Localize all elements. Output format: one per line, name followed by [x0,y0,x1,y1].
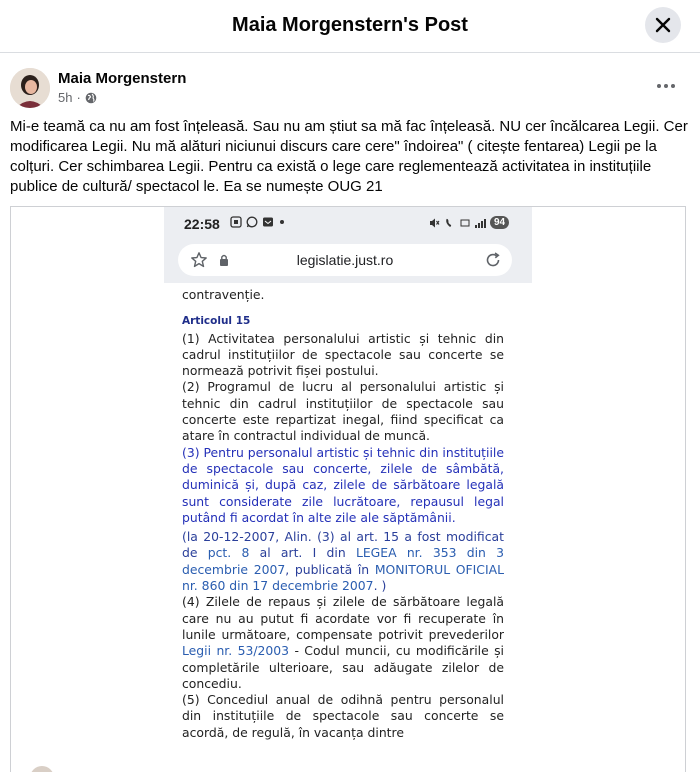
wifi-call-icon [444,217,456,229]
modification-note [182,529,504,594]
browser-toolbar [164,241,532,283]
post-dialog-header [0,0,700,53]
phone-screenshot [164,207,532,772]
author-avatar[interactable] [10,68,50,108]
dialog-title: Maia Morgenstern's Post [232,14,468,36]
5g-icon [460,217,470,229]
signal-icon [474,217,486,229]
mod-link-pct8: pct. 8 [207,545,250,561]
author-name[interactable]: Maia Morgenstern [58,70,187,87]
law-document-text [182,287,504,741]
message-icon [262,216,274,228]
close-button[interactable] [645,7,681,43]
dot-icon [278,216,286,228]
paragraph-5: (5) Concediul anual de odihnă pentru personalul din instituțiile de spectacole sau concerte se acordă, de regulă, în vacanța dintre [182,692,504,740]
mute-icon [428,217,440,229]
mod-text-b: al art. I din [249,545,356,561]
url-text: legislatie.just.ro [296,252,394,268]
address-bar [178,244,512,276]
whatsapp-icon [246,216,258,228]
paragraph-4 [182,594,504,692]
status-right-icons [428,216,509,229]
p4-text-b: - Codul muncii, cu modificările și completările ulterioare, sau adăugate zilelor de concediu. [182,643,504,691]
post-image[interactable] [10,206,686,772]
previous-article-tail: contravenție. [182,287,265,302]
more-options-button[interactable] [652,74,680,98]
post-time[interactable]: 5h [58,90,73,105]
meta-separator: · [76,90,81,105]
mod-link-lege: LEGEA nr. 353 din 3 decembrie 2007 [182,545,505,577]
phone-status-bar [164,207,532,241]
reload-icon [483,250,503,270]
mod-link-monitorul: MONITORUL OFICIAL nr. 860 din 17 decembrie 2007 [182,561,504,594]
battery-level: 94 [490,216,509,229]
paragraph-1: (1) Activitatea personalului artistic și tehnic din cadrul instituțiilor de spectacole sau concerte se normează potrivit fișei postului. [182,330,504,379]
paragraph-3: (3) Pentru personalul artistic și tehnic din instituțiile de spectacole sau concerte, zilele de sâmbătă, duminică și, după caz, zilele de sărbătoare legală sunt considerate zile lucrătoare, repausul legal putând fi acordat în alte zile ale săptămânii. [182,444,504,525]
p4-text-a: (4) Zilele de repaus și zilele de sărbătoare legală care nu au putut fi acordate vor fi recuperate în lunile următoare, compensate potrivit prevederilor [182,594,504,642]
post-text: Mi-e teamă ca nu am fost înțeleasă. Sau nu am știut sa mă fac înțeleasă. NU cer încălcarea Legii. Cer modificarea Legii. Nu mă alături niciunui discurs care cere" îndoirea" ( citește fentarea) Legii pe la colțuri. Cer schimbarea Legii. Pentru ca există o lege care reglementează activitatea in instituțiile publice de cultură/ spectacol le. Ea se numește OUG 21 [10,118,688,195]
more-dots-icon [656,83,676,89]
p4-link-codul-muncii: Legii nr. 53/2003 [182,643,290,659]
paragraph-2: (2) Programul de lucru al personalului artistic și tehnic din cadrul instituțiilor de spectacole sau concerte este repartizat inegal, fiind specificat ca atare în contractul individual de muncă. [182,379,504,444]
profile-photo-icon [10,68,50,108]
status-left-icons [230,216,286,228]
status-time: 22:58 [184,216,220,232]
mod-text-a: (la 20-12-2007, Alin. (3) al art. 15 a fost modificat de [182,529,504,561]
app-notification-icon [230,216,242,228]
globe-icon[interactable] [85,92,97,104]
article-title: Articolul 15 [182,315,251,328]
post-meta [58,90,97,105]
mod-text-d: . ) [373,578,387,594]
close-icon [655,17,671,33]
mod-text-c: , publicată în [285,561,375,577]
